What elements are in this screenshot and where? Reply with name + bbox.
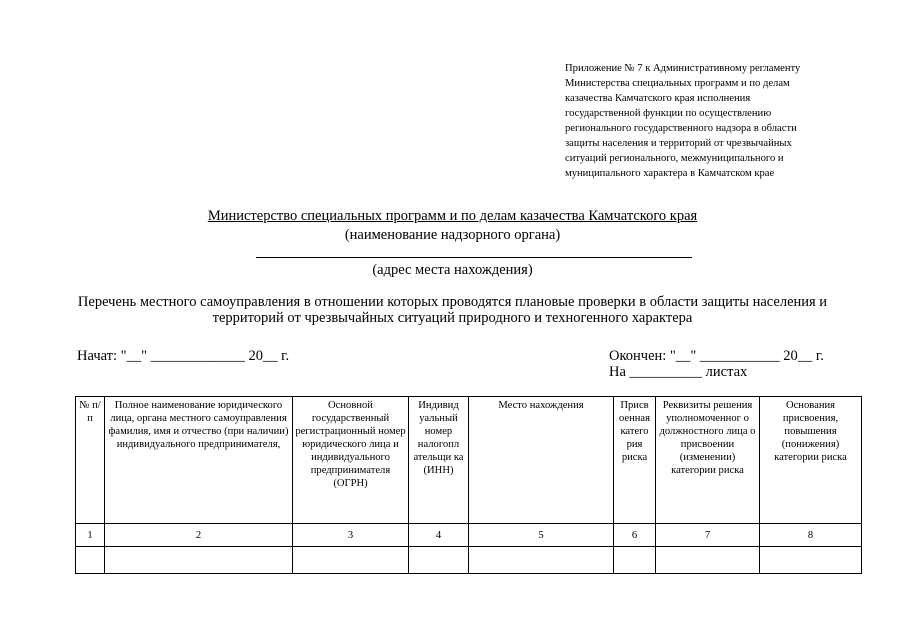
header-cell-ogrn: Основной государственный регистрационный номер юридического лица и индивидуального предпринимателя (ОГРН): [293, 397, 409, 524]
column-number: 1: [76, 524, 105, 547]
header-cell-decision-details: Реквизиты решения уполномоченног о должностного лица о присвоении (изменении) категории риска: [656, 397, 760, 524]
appendix-line: ситуаций регионального, межмуниципального и: [565, 153, 784, 164]
header-cell-number: № п/п: [76, 397, 105, 524]
appendix-line: государственной функции по осуществлению: [565, 108, 772, 119]
appendix-line: защиты населения и территорий от чрезвычайных: [565, 138, 792, 149]
table-cell: [293, 547, 409, 574]
appendix-line: казачества Камчатского края исполнения: [565, 93, 751, 104]
list-title-line: территорий от чрезвычайных ситуаций природного и техногенного характера: [212, 310, 693, 326]
table-cell: [760, 547, 862, 574]
list-title: [0, 294, 905, 326]
header-cell-location: Место нахождения: [469, 397, 614, 524]
organ-caption: (наименование надзорного органа): [344, 227, 561, 243]
column-number: 2: [105, 524, 293, 547]
table-row: [76, 547, 862, 574]
table-cell: [76, 547, 105, 574]
appendix-line: Министерства специальных программ и по делам: [565, 78, 790, 89]
appendix-line: муниципального характера в Камчатском крае: [565, 168, 775, 179]
sheets-count: На __________ листах: [609, 364, 748, 380]
ministry-name-text: Министерство специальных программ и по делам казачества Камчатского края: [207, 208, 698, 224]
list-title-line: Перечень местного самоуправления в отношении которых проводятся плановые проверки в области защиты населения и: [77, 294, 828, 310]
header-cell-grounds: Основания присвоения, повышения (понижения) категории риска: [760, 397, 862, 524]
table-header-row: [76, 397, 862, 524]
column-number: 6: [614, 524, 656, 547]
started-date: Начат: "__" _____________ 20__ г.: [77, 348, 290, 364]
address-caption: (адрес места нахождения): [372, 262, 533, 278]
table-cell: [656, 547, 760, 574]
table-cell: [614, 547, 656, 574]
table-cell: [409, 547, 469, 574]
column-number: 4: [409, 524, 469, 547]
finished-date: Окончен: "__" ___________ 20__ г.: [609, 348, 824, 364]
checks-table: [75, 396, 862, 574]
column-number: 5: [469, 524, 614, 547]
table-number-row: [76, 524, 862, 547]
appendix-line: регионального государственного надзора в области: [565, 123, 797, 134]
header-cell-name: Полное наименование юридического лица, органа местного самоуправления фамилия, имя и отчество (при наличии) индивидуального предпринимателя,: [105, 397, 293, 524]
header-cell-risk-category: Присв оенная катего рия риска: [614, 397, 656, 524]
table-cell: [105, 547, 293, 574]
address-blank-line: [256, 257, 692, 258]
table-cell: [469, 547, 614, 574]
appendix-line: Приложение № 7 к Административному регламенту: [565, 63, 801, 74]
column-number: 8: [760, 524, 862, 547]
column-number: 7: [656, 524, 760, 547]
column-number: 3: [293, 524, 409, 547]
ministry-name: [0, 208, 905, 225]
appendix-note: [565, 61, 870, 181]
header-cell-inn: Индивид уальный номер налогопл ательщи ка (ИНН): [409, 397, 469, 524]
